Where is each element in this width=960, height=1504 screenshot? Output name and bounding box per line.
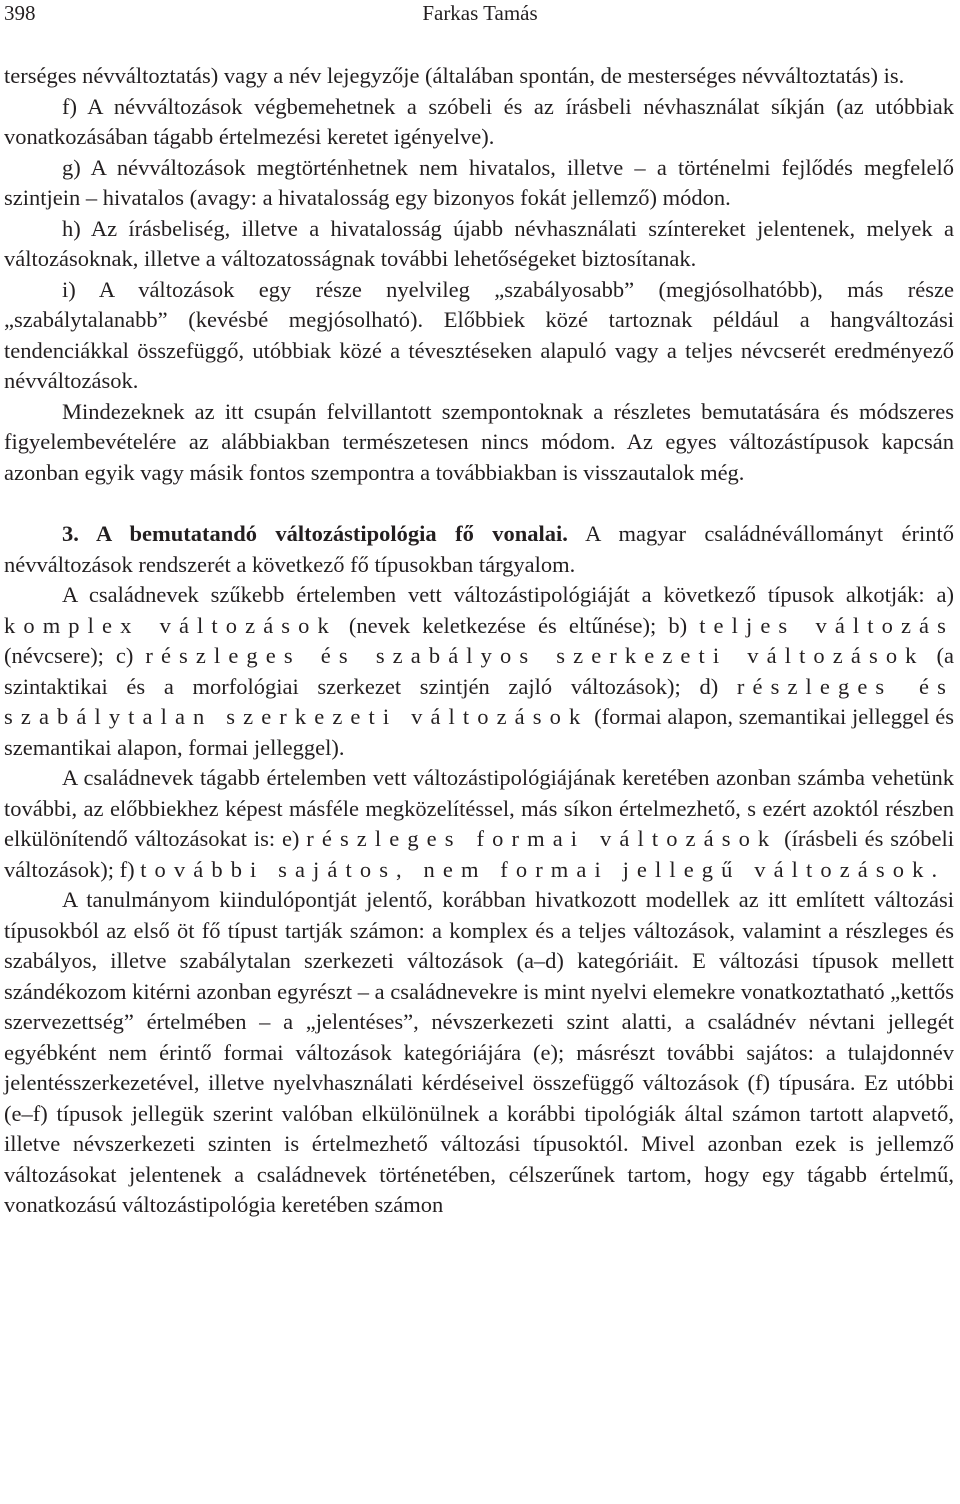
section-heading: 3. A bemutatandó változástipológia fő vonalai.: [62, 521, 568, 546]
term-tovabbi: további sajátos, nem formai jellegű változások: [140, 856, 932, 882]
section-intro-text: A magyar családnévállományt érintő névváltozások rendszerét a következő fő típusokban tárgyalom.: [4, 521, 954, 577]
paragraph-i: i) A változások egy része nyelvileg „szabályosabb” (megjósolhatóbb), más része „szabálytalanabb” (kevésbé megjósolható). Előbbiek közé tartoznak például a hangváltozási tendenciákkal összefüggő, utóbbiak közé a tévesztéseken alapuló vagy a teljes névcserét eredményező névváltozások.: [4, 276, 954, 393]
paragraph-h: h) Az írásbeliség, illetve a hivatalosság újabb névhasználati színtereket jelentenek, melyek a változásoknak, illetve a változatosságnak további lehetőségeket biztosítanak.: [4, 215, 954, 271]
paragraph-summary: Mindezeknek az itt csupán felvillantott szempontoknak a részletes bemutatására és módszeres figyelembevételére az alábbiakban természetesen nincs módom. Az egyes változástípusok kapcsán azonban egyik vagy másik fontos szempontra a továbbiakban is visszautalok még.: [4, 398, 954, 485]
section-3-intro: [4, 519, 954, 580]
body-text: [4, 61, 954, 1221]
paragraph-g: g) A névváltozások megtörténhetnek nem hivatalos, illetve – a történelmi fejlődés megfelelő szintjein – hivatalos (avagy: a hivatalosság egy bizonyos fokát jellemző) módon.: [4, 154, 954, 210]
term-teljes: teljes változás: [699, 612, 954, 638]
text-run: (írásbeli és szóbeli változások); f): [4, 826, 954, 882]
running-head: Farkas Tamás: [422, 1, 538, 25]
text-run: (a szintaktikai és a morfológiai szerkezet szintjén zajló változások); d): [4, 643, 954, 699]
text-run: (névcsere); c): [4, 643, 146, 668]
paragraph-narrow-typology: [4, 580, 954, 763]
paragraph-wide-typology: [4, 763, 954, 885]
text-run: A családnevek szűkebb értelemben vett változástipológiáját a következő típusok alkotják: a): [62, 582, 954, 607]
paragraph-continuation: terséges névváltoztatás) vagy a név lejegyzője (általában spontán, de mesterséges névváltoztatás) is.: [4, 63, 905, 88]
paragraph-f: f) A névváltozások végbemehetnek a szóbeli és az írásbeli névhasználat síkján (az utóbbiak vonatkozásában tágabb értelmezési keretet igényelve).: [4, 93, 954, 149]
text-run: (formai alapon, szemantikai jelleggel és szemantikai alapon, formai jelleggel).: [4, 704, 954, 760]
term-komplex: komplex változások: [4, 612, 337, 638]
text-run: A családnevek tágabb értelemben vett változástipológiájának keretében azonban számba vehetünk további, az előbbiekhez képest másféle megközelítéssel, más síkon értelmezhető, s ezért azoktól részben elkülönítendő változásokat is: e): [4, 765, 954, 851]
paragraph-study-scope: A tanulmányom kiindulópontját jelentő, korábban hivatkozott modellek az itt említett változási típusokból az első öt fő típust tartják számon: a komplex és a teljes változások, valamint a részleges és szabályos, illetve szabálytalan szerkezeti változások (a–d) kategóriáit. E változási típusok mellett szándékozom kitérni azonban egyrészt – a családnevekre is mint nyelvi elemekre vonatkoztatható „kettős szervezettség” értelmében – a „jelentéses”, névszerkezeti szint alatti, a családnév névtani jellegét egyébként nem érintő formai változások kategóriájára (e); másrészt további sajátos: a tulajdonnév jelentésszerkezetével, illetve nyelvhasználati kérdéseivel összefüggő változások (f) típusára. Ez utóbbi (e–f) típusok jellegük szerint valóban elkülönülnek a korábbi tipológiák által számon tartott alapvető, illetve névszerkezeti szinten is értelmezhető változási típusoktól. Mivel azonban ezek is jellemző változásokat jelentenek a családnevek történetében, célszerűnek tartom, hogy egy tágabb értelmű, vonatkozású változástipológia keretében számon: [4, 887, 954, 1217]
term-reszleges-szabalytalan: részleges és szabálytalan szerkezeti változások: [4, 673, 954, 729]
page-header: [4, 0, 956, 38]
text-run: (nevek keletkezése és eltűnése); b): [336, 612, 700, 638]
term-reszleges-szabalyos: részleges és szabályos szerkezeti változások: [145, 643, 925, 668]
text-run: .: [931, 856, 938, 882]
page-number: 398: [4, 1, 36, 25]
term-formai: részleges formai változások: [306, 826, 778, 851]
